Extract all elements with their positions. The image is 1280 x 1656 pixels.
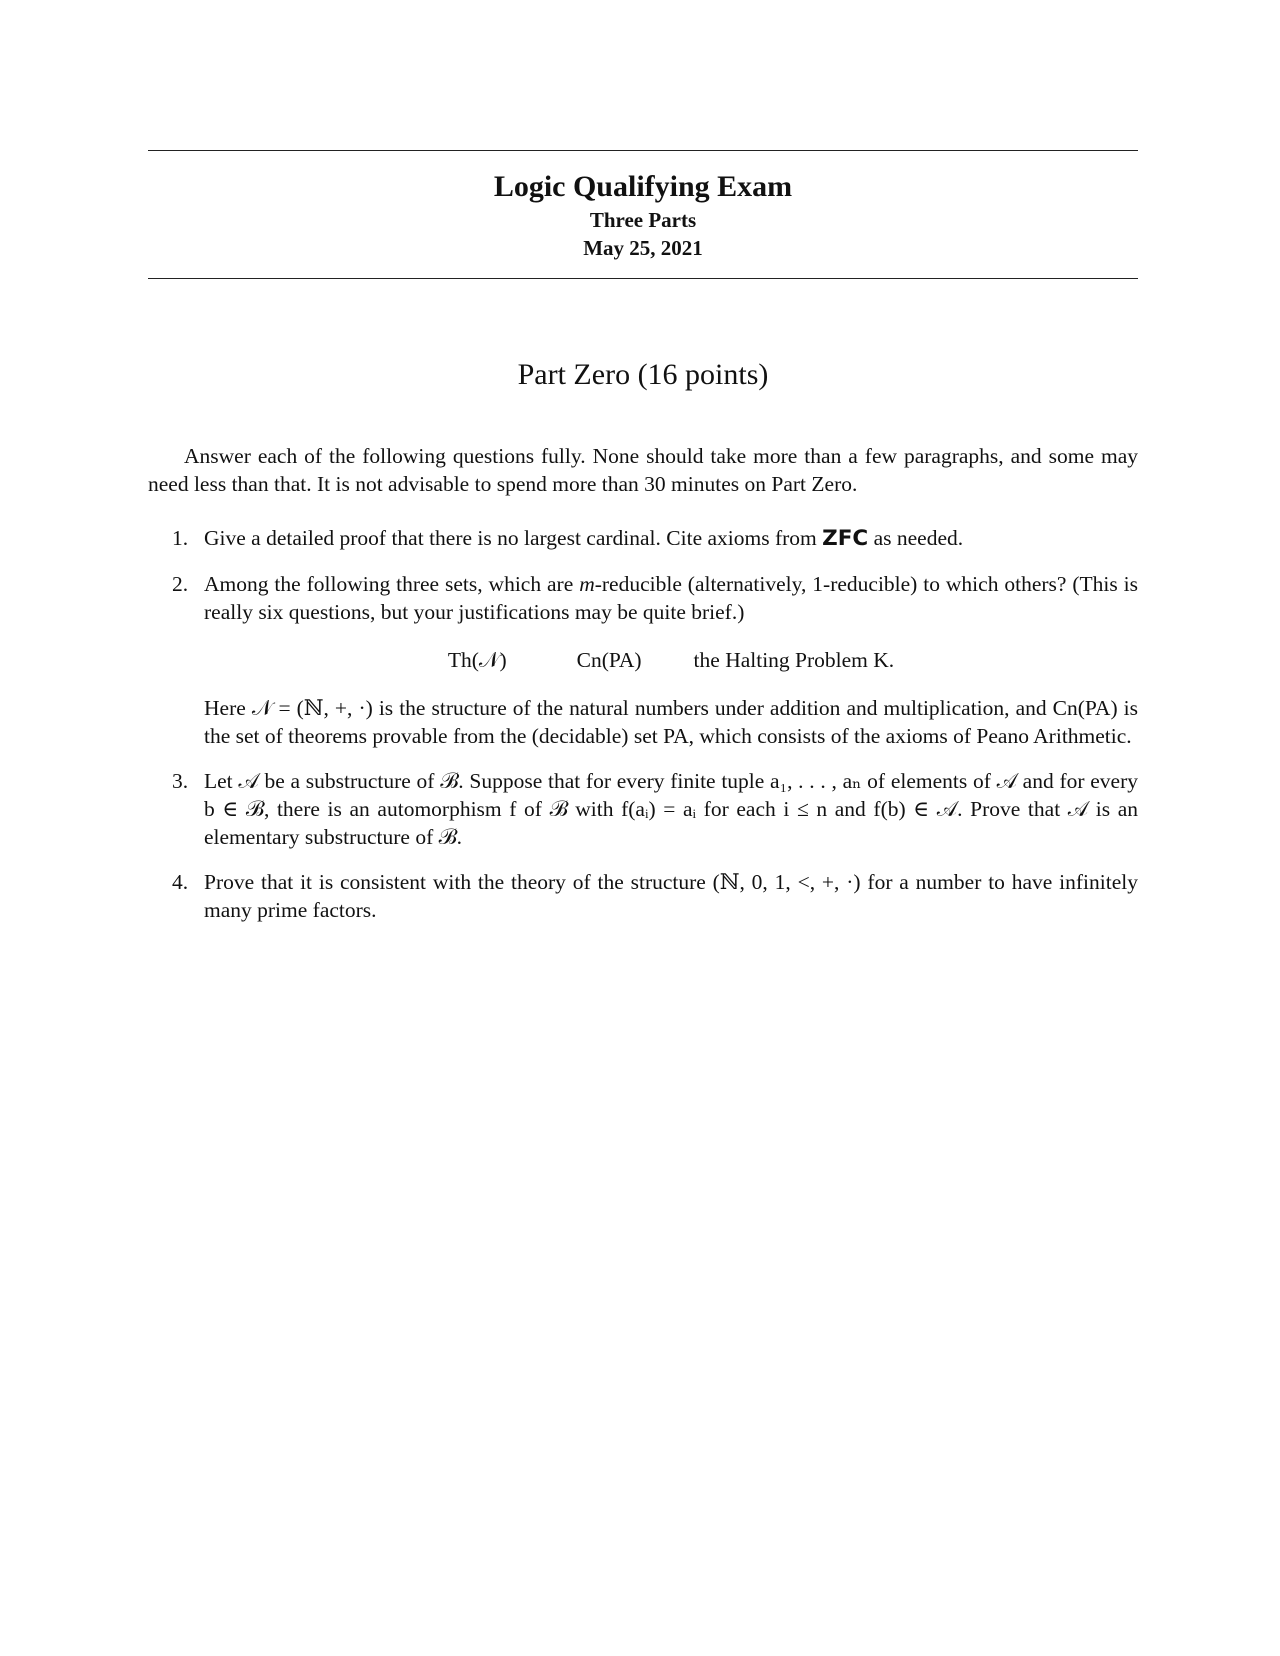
question-list [148, 524, 1138, 941]
question-text-part: as needed. [868, 526, 964, 550]
set-halting-problem: the Halting Problem K. [693, 648, 895, 672]
question-number: 2. [172, 572, 189, 596]
header-top-rule [148, 150, 1138, 151]
title-block [148, 168, 1138, 262]
exam-title: Logic Qualifying Exam [493, 170, 793, 203]
question-text [204, 524, 1138, 553]
question-text: Prove that it is consistent with the theory of the structure (ℕ, 0, 1, <, +, ·) for a number to have infinitely many prime factors. [204, 870, 1138, 922]
question-text [204, 570, 1138, 626]
question-3 [148, 767, 1138, 851]
exam-date: May 25, 2021 [583, 236, 703, 260]
question-number: 4. [172, 870, 189, 894]
question-text: Let 𝒜 be a substructure of ℬ. Suppose that for every finite tuple a₁, . . . , aₙ of elements of 𝒜 and for every b ∈ ℬ, there is an automorphism f of ℬ with f(aᵢ) = aᵢ for each i ≤ n and f(b) ∈ 𝒜. Prove that 𝒜 is an elementary substructure of ℬ. [204, 769, 1138, 849]
set-display [204, 646, 1138, 674]
part-heading: Part Zero (16 points) [517, 358, 769, 391]
question-2 [148, 570, 1138, 750]
set-cn-pa: Cn(PA) [576, 648, 642, 672]
question-followup: Here 𝒩 = (ℕ, +, ·) is the structure of the natural numbers under addition and multiplication, and Cn(PA) is the set of theorems provable from the (decidable) set PA, which consists of the axioms of Peano Arithmetic. [204, 696, 1138, 748]
question-text-part: Give a detailed proof that there is no largest cardinal. Cite axioms from [204, 526, 823, 550]
header-bottom-rule [148, 278, 1138, 279]
zfc-emphasis: ZFC [822, 526, 869, 551]
m-variable: m [579, 572, 595, 596]
set-th-n: Th(𝒩) [447, 648, 507, 672]
question-number: 1. [172, 526, 189, 550]
exam-subtitle: Three Parts [589, 208, 697, 232]
question-number: 3. [172, 769, 189, 793]
question-text-part: -reducible (alternatively, 1-reducible) to which others? (This is really six questions, but your justifications may be quite brief.) [204, 572, 1138, 624]
question-text-part: Among the following three sets, which are [204, 572, 580, 596]
instructions-paragraph: Answer each of the following questions fully. None should take more than a few paragraphs, and some may need less than that. It is not advisable to spend more than 30 minutes on Part Zero. [148, 444, 1138, 496]
question-4 [148, 868, 1138, 924]
question-1 [148, 524, 1138, 553]
